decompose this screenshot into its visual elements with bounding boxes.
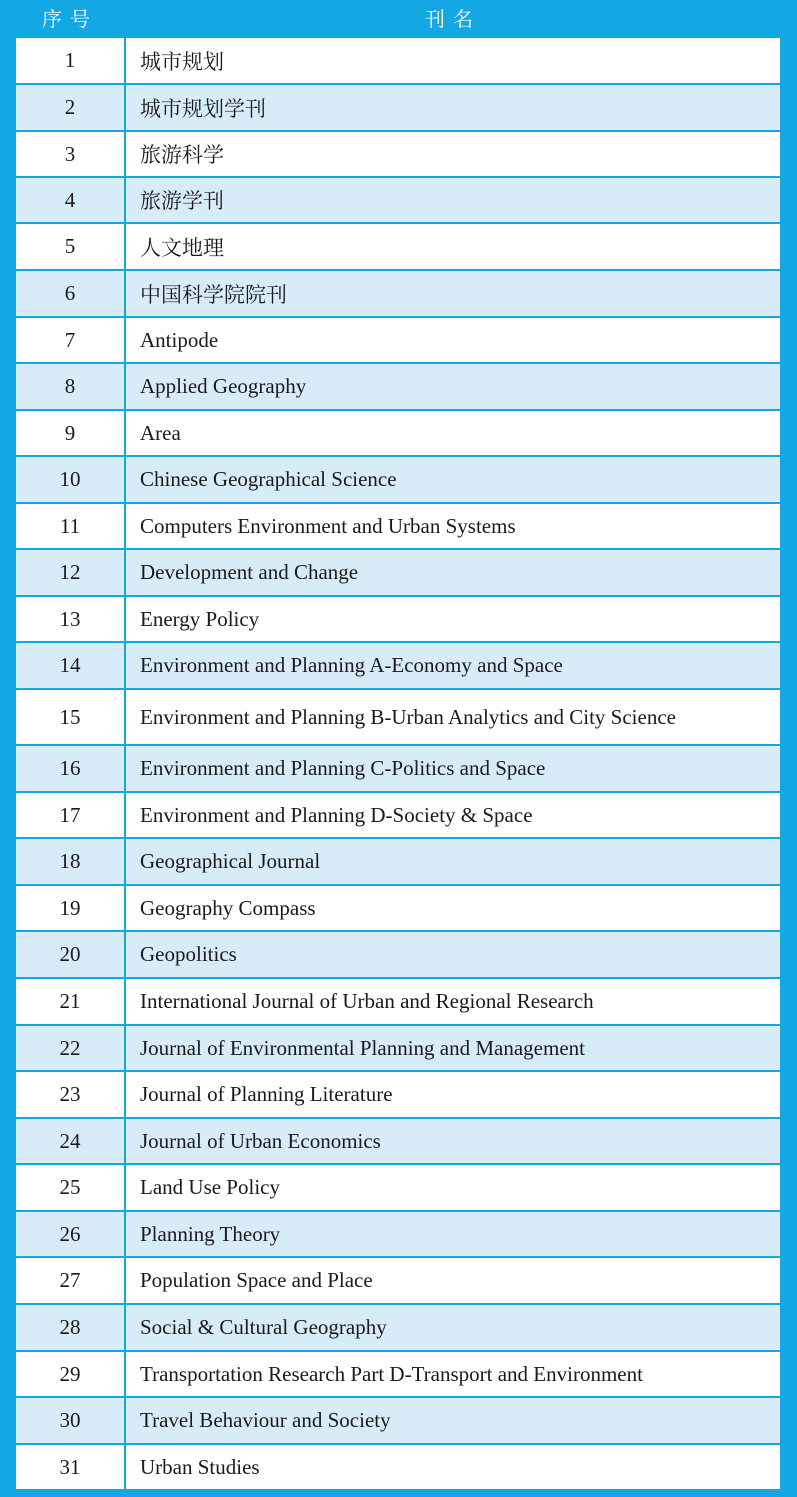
row-number: 20 — [16, 932, 124, 977]
row-journal-name: Journal of Planning Literature — [126, 1072, 780, 1117]
row-number: 16 — [16, 746, 124, 791]
table-row — [16, 550, 780, 597]
row-journal-name: Computers Environment and Urban Systems — [126, 504, 780, 548]
table-row — [16, 364, 780, 411]
row-number: 23 — [16, 1072, 124, 1117]
row-number: 2 — [16, 85, 124, 130]
table-row — [16, 38, 780, 85]
row-number: 5 — [16, 224, 124, 269]
row-journal-name: Geopolitics — [126, 932, 780, 977]
row-number: 27 — [16, 1258, 124, 1303]
row-journal-name: Urban Studies — [126, 1445, 780, 1489]
row-journal-name: Antipode — [126, 318, 780, 362]
table-row — [16, 411, 780, 457]
row-number: 19 — [16, 886, 124, 930]
table-row — [16, 979, 780, 1026]
row-number: 18 — [16, 839, 124, 884]
row-number: 26 — [16, 1212, 124, 1256]
table-row — [16, 886, 780, 932]
row-number: 17 — [16, 793, 124, 837]
row-number: 1 — [16, 38, 124, 83]
row-number: 10 — [16, 457, 124, 502]
row-journal-name: 城市规划学刊 — [126, 85, 780, 130]
table-row — [16, 839, 780, 886]
row-number: 7 — [16, 318, 124, 362]
row-journal-name: Journal of Urban Economics — [126, 1119, 780, 1163]
row-number: 11 — [16, 504, 124, 548]
row-journal-name: Geography Compass — [126, 886, 780, 930]
row-journal-name: Population Space and Place — [126, 1258, 780, 1303]
row-journal-name: Environment and Planning A-Economy and Space — [126, 643, 780, 688]
row-number: 8 — [16, 364, 124, 409]
row-journal-name: International Journal of Urban and Regional Research — [126, 979, 780, 1024]
row-number: 12 — [16, 550, 124, 595]
table-row — [16, 504, 780, 550]
row-journal-name: Applied Geography — [126, 364, 780, 409]
row-number: 14 — [16, 643, 124, 688]
row-journal-name: Energy Policy — [126, 597, 780, 641]
table-row — [16, 1026, 780, 1072]
row-number: 15 — [16, 690, 124, 744]
row-number: 31 — [16, 1445, 124, 1489]
table-row — [16, 271, 780, 318]
row-journal-name: 旅游科学 — [126, 132, 780, 176]
table-row — [16, 85, 780, 132]
row-journal-name: Land Use Policy — [126, 1165, 780, 1210]
row-journal-name: 旅游学刊 — [126, 178, 780, 222]
table-row — [16, 1398, 780, 1445]
row-journal-name: Environment and Planning B-Urban Analytics and City Science — [126, 690, 780, 744]
table-row — [16, 224, 780, 271]
table-row — [16, 643, 780, 690]
row-journal-name: Planning Theory — [126, 1212, 780, 1256]
table-row — [16, 1305, 780, 1352]
row-number: 24 — [16, 1119, 124, 1163]
table-row — [16, 1352, 780, 1398]
table-row — [16, 318, 780, 364]
row-number: 13 — [16, 597, 124, 641]
row-number: 29 — [16, 1352, 124, 1396]
header-journal-name: 刊名 — [425, 7, 481, 31]
row-number: 30 — [16, 1398, 124, 1443]
row-journal-name: Travel Behaviour and Society — [126, 1398, 780, 1443]
table-row — [16, 457, 780, 504]
table-row — [16, 1165, 780, 1212]
row-number: 28 — [16, 1305, 124, 1350]
row-journal-name: 城市规划 — [126, 38, 780, 83]
table-row — [16, 178, 780, 224]
row-journal-name: Chinese Geographical Science — [126, 457, 780, 502]
row-journal-name: Environment and Planning D-Society & Space — [126, 793, 780, 837]
row-journal-name: Transportation Research Part D-Transport and Environment — [126, 1352, 780, 1396]
table-row — [16, 1258, 780, 1305]
table-body — [16, 38, 780, 1491]
table-row — [16, 746, 780, 793]
table-header — [0, 0, 797, 38]
table-row — [16, 793, 780, 839]
row-journal-name: Area — [126, 411, 780, 455]
header-number: 序号 — [42, 7, 98, 31]
row-number: 9 — [16, 411, 124, 455]
row-number: 3 — [16, 132, 124, 176]
table-row — [16, 1212, 780, 1258]
row-journal-name: Journal of Environmental Planning and Management — [126, 1026, 780, 1070]
row-number: 4 — [16, 178, 124, 222]
row-journal-name: Geographical Journal — [126, 839, 780, 884]
table-row — [16, 932, 780, 979]
row-number: 6 — [16, 271, 124, 316]
row-journal-name: Environment and Planning C-Politics and Space — [126, 746, 780, 791]
row-number: 22 — [16, 1026, 124, 1070]
row-number: 25 — [16, 1165, 124, 1210]
table-row — [16, 132, 780, 178]
table-row — [16, 690, 780, 746]
row-number: 21 — [16, 979, 124, 1024]
row-journal-name: 人文地理 — [126, 224, 780, 269]
row-journal-name: 中国科学院院刊 — [126, 271, 780, 316]
table-row — [16, 1072, 780, 1119]
table-row — [16, 1119, 780, 1165]
row-journal-name: Social & Cultural Geography — [126, 1305, 780, 1350]
row-journal-name: Development and Change — [126, 550, 780, 595]
table-row — [16, 597, 780, 643]
table-row — [16, 1445, 780, 1491]
